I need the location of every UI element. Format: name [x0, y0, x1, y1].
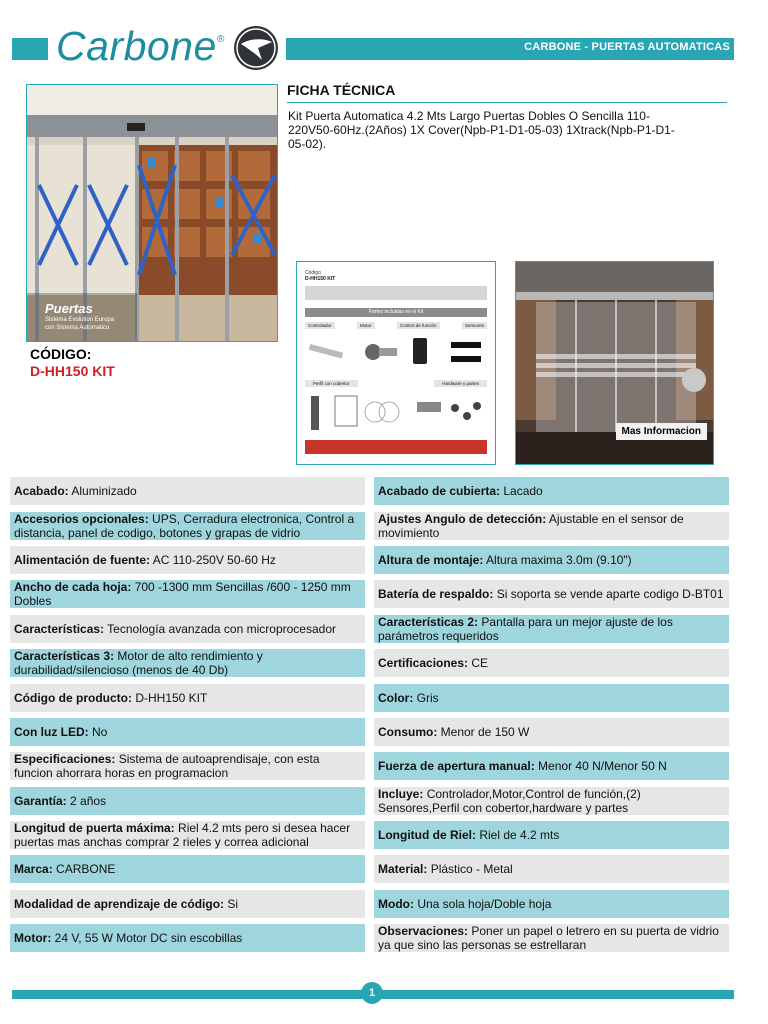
spec-sheet-warning-banner	[305, 440, 487, 454]
spec-value: CE	[468, 656, 489, 671]
spec-text	[378, 587, 724, 601]
spec-row	[10, 508, 730, 542]
more-info-button[interactable]: Mas Informacion	[616, 423, 707, 440]
spec-value: 700 -1300 mm Sencillas /600 - 1250 mm Dobles	[14, 580, 351, 609]
spec-value: Riel de 4.2 mts	[476, 828, 560, 843]
header-title: CARBONE - PUERTAS AUTOMATICAS	[524, 41, 730, 53]
spec-text	[378, 787, 725, 815]
spec-value: Menor 40 N/Menor 50 N	[534, 759, 667, 774]
spec-cell-right	[374, 649, 729, 677]
spec-sheet-small-label: Código	[305, 270, 321, 276]
spec-label: Código de producto:	[14, 690, 132, 705]
spec-cell-right	[374, 787, 729, 815]
spec-value: Plástico - Metal	[427, 862, 513, 877]
spec-cell-right	[374, 580, 729, 608]
spec-label: Material:	[378, 862, 428, 877]
spec-label: Marca:	[14, 862, 53, 877]
spec-label: Accesorios opcionales:	[14, 511, 149, 526]
spec-value: UPS, Cerradura electronica, Control a distancia, panel de codigo, botones y grapas de vidrio	[14, 511, 355, 540]
spec-text	[378, 828, 559, 842]
spec-value: Poner un papel o letrero en su puerta de vidrio ya que sino las personas se estrellaran	[378, 924, 719, 953]
spec-label: Incluye:	[378, 786, 424, 801]
spec-row	[10, 818, 730, 852]
spec-value: 2 años	[66, 793, 107, 808]
spec-value: D-HH150 KIT	[131, 690, 208, 705]
spec-text	[378, 759, 667, 773]
spec-cell-left	[10, 855, 365, 883]
spec-label: Longitud de Riel:	[378, 828, 476, 843]
photo-caption-line-2: con Sistema Automatico	[45, 325, 110, 331]
logo-swoosh-icon	[232, 24, 280, 72]
spec-label: Altura de montaje:	[378, 552, 484, 567]
spec-text	[378, 691, 439, 705]
spec-text	[14, 862, 115, 876]
spec-value: CARBONE	[52, 862, 116, 877]
spec-label: Ancho de cada hoja:	[14, 580, 132, 595]
product-code-block	[30, 346, 115, 380]
spec-label: Consumo:	[378, 724, 438, 739]
spec-label: Características:	[14, 621, 105, 636]
spec-text	[378, 553, 632, 567]
spec-cell-right	[374, 821, 729, 849]
spec-cell-right	[374, 615, 729, 643]
spec-text	[14, 649, 361, 677]
spec-text	[378, 484, 543, 498]
specifications-table	[10, 474, 730, 955]
spec-text	[378, 512, 725, 540]
spec-cell-left	[10, 787, 365, 815]
spec-label: Observaciones:	[378, 924, 469, 939]
spec-cell-left	[10, 615, 365, 643]
spec-value: Lacado	[500, 484, 543, 499]
spec-row	[10, 887, 730, 921]
datasheet-title: FICHA TÉCNICA	[287, 82, 396, 98]
spec-value: Riel 4.2 mts pero si desea hacer puertas mas anchas comprar 2 rieles y correa adicional	[14, 821, 351, 850]
spec-value: Motor de alto rendimiento y durabilidad/silencioso (menos de 40 Db)	[14, 649, 263, 678]
spec-sheet-perfil-label: Perfil con cobertor	[305, 380, 358, 387]
spec-cell-right	[374, 855, 729, 883]
spec-cell-right	[374, 924, 729, 952]
spec-sheet-parts-drawing	[305, 334, 487, 374]
spec-cell-right	[374, 752, 729, 780]
spec-sheet-col-motor: Motor	[357, 322, 375, 329]
spec-label: Acabado:	[14, 484, 69, 499]
spec-sheet-parts-title: Partes incluidas en el Kit	[305, 308, 487, 317]
spec-label: Características 3:	[14, 649, 115, 664]
spec-cell-left	[10, 924, 365, 952]
spec-label: Fuerza de apertura manual:	[378, 759, 535, 774]
spec-value: Aluminizado	[68, 484, 137, 499]
spec-value: Altura maxima 3.0m (9.10")	[483, 552, 632, 567]
spec-value: Ajustable en el sensor de movimiento	[378, 511, 684, 540]
spec-cell-right	[374, 477, 729, 505]
spec-row	[10, 921, 730, 955]
spec-cell-right	[374, 512, 729, 540]
spec-label: Color:	[378, 690, 414, 705]
spec-label: Especificaciones:	[14, 752, 116, 767]
more-info-photo[interactable]	[515, 261, 714, 465]
spec-cell-left	[10, 546, 365, 574]
spec-sheet-col-control: Control de función	[397, 322, 440, 329]
spec-label: Longitud de puerta máxima:	[14, 821, 175, 836]
spec-label: Motor:	[14, 931, 52, 946]
spec-sheet-col-controlador: Controlador	[305, 322, 335, 329]
spec-cell-left	[10, 580, 365, 608]
spec-value: Si soporta se vende aparte codigo D-BT01	[493, 587, 724, 602]
spec-row	[10, 474, 730, 508]
spec-text	[14, 512, 361, 540]
spec-cell-right	[374, 890, 729, 918]
product-code-value: D-HH150 KIT	[30, 363, 115, 379]
datasheet-divider	[287, 102, 727, 103]
spec-value: Una sola hoja/Doble hoja	[413, 896, 552, 911]
spec-row	[10, 784, 730, 818]
spec-label: Batería de respaldo:	[378, 587, 494, 602]
spec-text	[14, 691, 207, 705]
spec-value: Pantalla para un mejor ajuste de los parámetros requeridos	[378, 614, 673, 643]
product-photo	[26, 84, 278, 342]
spec-text	[14, 725, 107, 739]
spec-text	[378, 924, 725, 952]
spec-label: Ajustes Angulo de detección:	[378, 511, 547, 526]
spec-text	[378, 862, 513, 876]
logo-text: Carbone	[56, 23, 217, 69]
spec-text	[14, 484, 137, 498]
spec-cell-left	[10, 821, 365, 849]
spec-value: No	[88, 724, 108, 739]
spec-value: Tecnología avanzada con microprocesador	[104, 621, 336, 636]
spec-label: Acabado de cubierta:	[378, 484, 501, 499]
spec-cell-right	[374, 546, 729, 574]
spec-text	[14, 752, 361, 780]
photo-caption-line-1: Sistema Evolution Europa	[45, 317, 115, 323]
spec-text	[14, 553, 276, 567]
spec-cell-left	[10, 718, 365, 746]
spec-text	[14, 794, 106, 808]
spec-value: Si	[224, 896, 239, 911]
spec-value: Menor de 150 W	[437, 724, 530, 739]
spec-text	[378, 725, 529, 739]
spec-row	[10, 577, 730, 611]
spec-row	[10, 715, 730, 749]
spec-row	[10, 749, 730, 783]
spec-value: 24 V, 55 W Motor DC sin escobillas	[51, 931, 243, 946]
spec-sheet-columns	[305, 322, 487, 329]
spec-row	[10, 680, 730, 714]
spec-label: Modalidad de aprendizaje de código:	[14, 896, 225, 911]
spec-cell-right	[374, 718, 729, 746]
spec-value: Sistema de autoaprendisaje, con esta funcion ahorrara horas en programacion	[14, 752, 320, 781]
page-number: 1	[361, 982, 383, 1004]
spec-sheet-hardware-label: Hardware y partes	[434, 380, 487, 387]
spec-cell-left	[10, 684, 365, 712]
spec-row	[10, 543, 730, 577]
spec-row	[10, 852, 730, 886]
spec-sheet-rail	[305, 286, 487, 300]
spec-sheet-code: D-HH150 KIT	[305, 276, 336, 282]
spec-label: Con luz LED:	[14, 724, 89, 739]
spec-sheet-hardware-drawing	[305, 390, 487, 436]
spec-sheet-row-2	[305, 380, 487, 387]
spec-cell-left	[10, 477, 365, 505]
spec-label: Garantía:	[14, 793, 67, 808]
page-header	[0, 22, 768, 72]
spec-text	[14, 622, 336, 636]
spec-cell-left	[10, 512, 365, 540]
spec-cell-right	[374, 684, 729, 712]
datasheet-description: Kit Puerta Automatica 4.2 Mts Largo Puertas Dobles O Sencilla 110-220V50-60Hz.(2Años) 1X Cover(Npb-P1-D1-05-03) 1Xtrack(Npb-P1-D1-05-02).	[288, 109, 675, 151]
spec-row	[10, 646, 730, 680]
spec-text	[14, 580, 361, 608]
spec-value: Gris	[413, 690, 439, 705]
spec-text	[14, 897, 238, 911]
spec-label: Características 2:	[378, 614, 479, 629]
photo-caption-title: Puertas	[45, 301, 93, 316]
spec-text	[378, 897, 551, 911]
logo-registered-mark: ®	[217, 34, 225, 45]
spec-row	[10, 612, 730, 646]
spec-value: Controlador,Motor,Control de función,(2) Sensores,Perfil con cobertor,hardware y partes	[378, 786, 641, 815]
spec-cell-left	[10, 752, 365, 780]
spec-sheet-col-sensores: Sensores	[462, 322, 487, 329]
spec-cell-left	[10, 649, 365, 677]
spec-text	[14, 821, 361, 849]
product-code-label: CÓDIGO:	[30, 346, 92, 362]
spec-label: Modo:	[378, 896, 414, 911]
spec-text	[378, 656, 488, 670]
spec-text	[378, 615, 725, 643]
spec-sheet-thumbnail[interactable]	[296, 261, 496, 465]
spec-cell-left	[10, 890, 365, 918]
spec-value: AC 110-250V 50-60 Hz	[150, 552, 276, 567]
spec-text	[14, 931, 242, 945]
spec-label: Alimentación de fuente:	[14, 552, 151, 567]
spec-label: Certificaciones:	[378, 656, 469, 671]
